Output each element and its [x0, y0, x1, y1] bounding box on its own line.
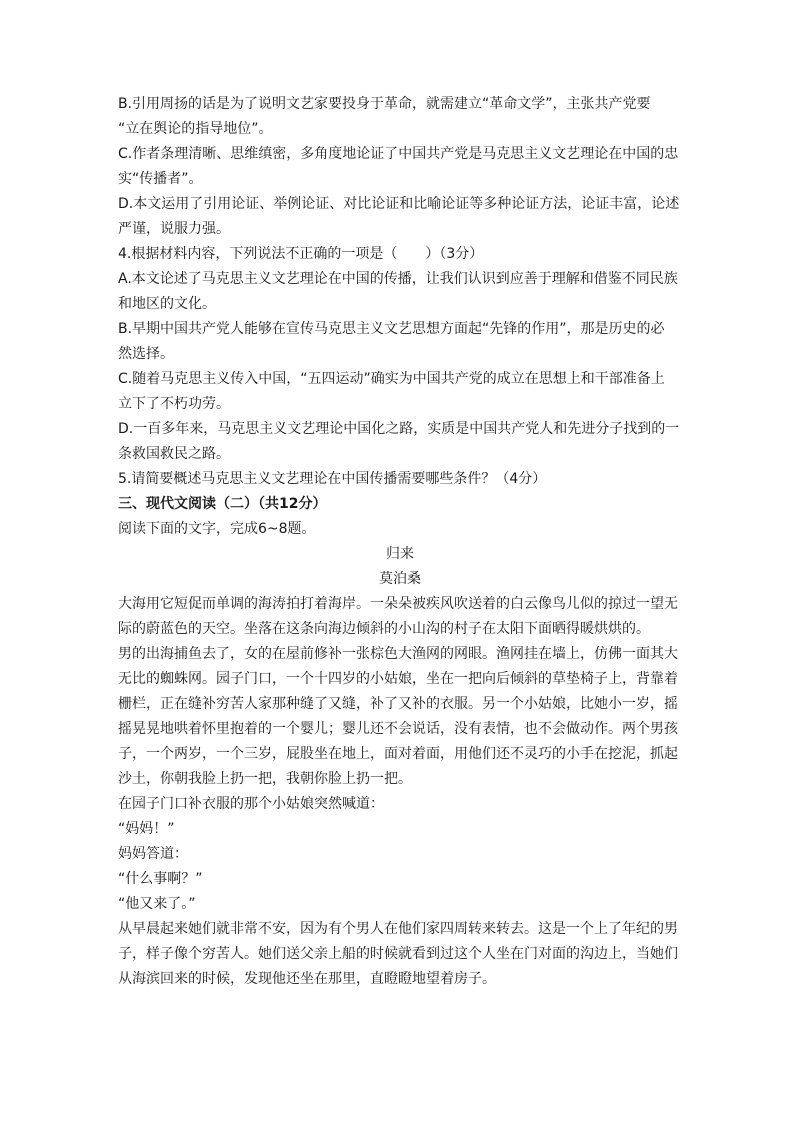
option-c-line-1: C.作者条理清晰、思维缜密，多角度地论证了中国共产党是马克思主义文艺理论在中国的忠: [118, 146, 679, 162]
story-paragraph-1-line-2: 际的蔚蓝色的天空。坐落在这条向海边倾斜的小山沟的村子在太阳下面晒得暖烘烘的。: [118, 621, 650, 637]
q4-option-a-line-2: 和地区的文化。: [118, 296, 216, 312]
question-4: 4.根据材料内容，下列说法不正确的一项是（ ）（3分）: [118, 246, 484, 262]
story-paragraph-2-line-3: 栅栏，正在缝补穷苦人家那种缝了又缝，补了又补的衣服。另一个小姑娘，比她小一岁，摇: [118, 696, 678, 712]
dialogue-line-4: “他又来了。”: [118, 896, 196, 912]
story-paragraph-2-line-6: 沙土，你朝我脸上扔一把，我朝你脸上扔一把。: [118, 771, 412, 787]
option-b-line-1: B.引用周扬的话是为了说明文艺家要投身于革命，就需建立“革命文学”，主张共产党要: [118, 96, 651, 112]
option-d-line-1: D.本文运用了引用论证、举例论证、对比论证和比喻论证等多种论证方法，论证丰富，论述: [118, 196, 680, 212]
dialogue-line-1: “妈妈！”: [118, 821, 175, 837]
option-b-line-2: “立在舆论的指导地位”。: [118, 121, 273, 137]
reading-instruction: 阅读下面的文字，完成6~8题。: [118, 521, 316, 537]
story-title: 归来: [386, 546, 414, 562]
q4-option-b-line-2: 然选择。: [118, 346, 174, 362]
question-5: 5.请简要概述马克思主义文艺理论在中国传播需要哪些条件？（4分）: [118, 471, 547, 487]
document-page: [118, 92, 682, 992]
q4-option-a-line-1: A.本文论述了马克思主义文艺理论在中国的传播，让我们认识到应善于理解和借鉴不同民族: [118, 271, 678, 287]
q4-option-b-line-1: B.早期中国共产党人能够在宣传马克思主义文艺思想方面起“先锋的作用”，那是历史的必: [118, 321, 665, 337]
q4-option-c-line-1: C.随着马克思主义传入中国，“五四运动”确实为中国共产党的成立在思想上和干部准备上: [118, 371, 665, 387]
section-heading: 三、现代文阅读（二）（共12分）: [118, 496, 327, 512]
dialogue-line-3: “什么事啊？”: [118, 871, 203, 887]
story-paragraph-2-line-2: 无比的蜘蛛网。园子门口，一个十四岁的小姑娘，坐在一把向后倾斜的草垫椅子上，背靠着: [118, 671, 678, 687]
dialogue-line-2: 妈妈答道：: [118, 846, 188, 862]
story-paragraph-4-line-1: 从早晨起来她们就非常不安，因为有个男人在他们家四周转来转去。这是一个上了年纪的男: [118, 921, 678, 937]
story-paragraph-4-line-2: 子，样子像个穷苦人。她们送父亲上船的时候就看到过这个人坐在门对面的沟边上，当她们: [118, 946, 678, 962]
story-paragraph-2-line-1: 男的出海捕鱼去了，女的在屋前修补一张棕色大渔网的网眼。渔网挂在墙上，仿佛一面其大: [118, 646, 678, 662]
option-c-line-2: 实“传播者”。: [118, 171, 203, 187]
q4-option-c-line-2: 立下了不朽功劳。: [118, 396, 230, 412]
q4-option-d-line-1: D.一百多年来，马克思主义文艺理论中国化之路，实质是中国共产党人和先进分子找到的一: [118, 421, 680, 437]
option-d-line-2: 严谨，说服力强。: [118, 221, 230, 237]
story-author: 莫泊桑: [379, 571, 421, 587]
q4-option-d-line-2: 条救国救民之路。: [118, 446, 230, 462]
story-paragraph-1-line-1: 大海用它短促而单调的海涛拍打着海岸。一朵朵被疾风吹送着的白云像鸟儿似的掠过一望无: [118, 596, 678, 612]
story-paragraph-3: 在园子门口补衣服的那个小姑娘突然喊道：: [118, 796, 384, 812]
story-paragraph-2-line-5: 子，一个两岁，一个三岁，屁股坐在地上，面对着面，用他们还不灵巧的小手在挖泥，抓起: [118, 746, 678, 762]
story-paragraph-2-line-4: 摇晃晃地哄着怀里抱着的一个婴儿；婴儿还不会说话，没有表情，也不会做动作。两个男孩: [118, 721, 678, 737]
story-paragraph-4-line-3: 从海滨回来的时候，发现他还坐在那里，直瞪瞪地望着房子。: [118, 971, 496, 987]
